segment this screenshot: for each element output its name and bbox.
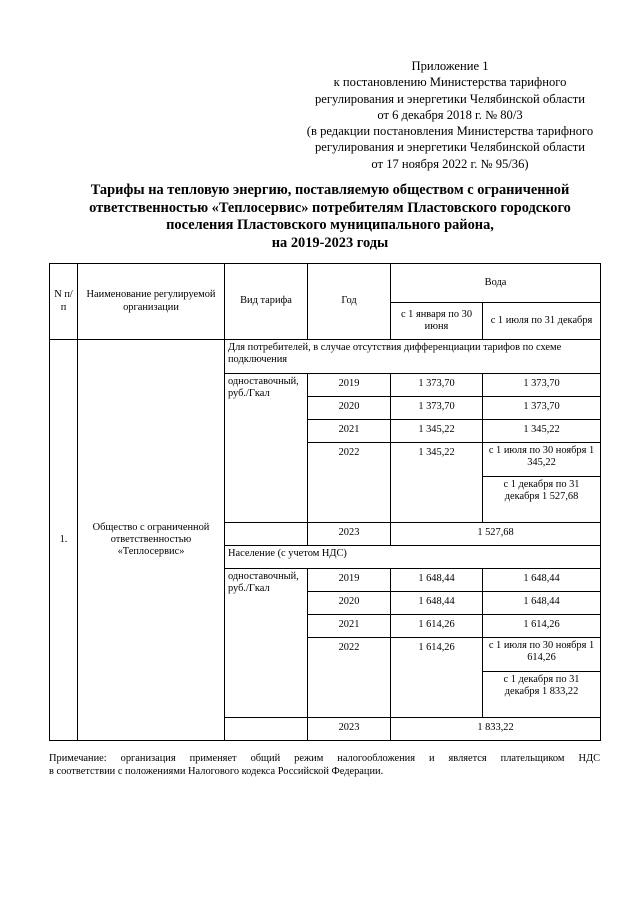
value-cell: 1 614,26 [483, 615, 601, 638]
group-label: Население (с учетом НДС) [225, 546, 601, 569]
year-cell: 2019 [308, 569, 391, 592]
annex-line: регулирования и энергетики Челябинской области [314, 91, 586, 106]
row-number: 1. [50, 340, 78, 741]
value-cell: 1 614,26 [391, 615, 483, 638]
value-cell: 1 345,22 [483, 420, 601, 443]
document-title [40, 182, 620, 252]
value-cell: 1 648,44 [483, 569, 601, 592]
tariffs-table [49, 263, 601, 741]
annex-line: регулирования и энергетики Челябинской области [314, 140, 586, 155]
annex-line: от 6 декабря 2018 г. № 80/3 [377, 107, 523, 122]
table-row [50, 340, 601, 374]
header-num: N п/п [50, 264, 78, 340]
year-cell: 2020 [308, 397, 391, 420]
value-cell: 1 648,44 [391, 569, 483, 592]
value-cell-split: с 1 июля по 30 ноября 1 345,22 [483, 443, 601, 477]
value-cell-split: с 1 декабря по 31 декабря 1 527,68 [483, 477, 601, 523]
value-cell: 1 345,22 [391, 420, 483, 443]
footnote-line: в соответствии с положениями Налогового кодекса Российской Федерации. [49, 766, 384, 777]
value-cell: 1 345,22 [391, 443, 483, 523]
year-cell: 2022 [308, 638, 391, 718]
tariff-type-empty [225, 718, 308, 741]
header-tariff-type: Вид тарифа [225, 264, 308, 340]
year-cell: 2022 [308, 443, 391, 523]
annex-line: (в редакции постановления Министерства тарифного [306, 124, 594, 139]
annex-line: от 17 ноября 2022 г. № 95/36) [371, 156, 529, 171]
value-cell: 1 373,70 [391, 374, 483, 397]
value-cell: 1 648,44 [483, 592, 601, 615]
value-cell: 1 373,70 [483, 374, 601, 397]
tariff-type: одноставочный, руб./Гкал [225, 569, 308, 718]
title-line: поселения Пластовского муниципального района, [166, 217, 494, 233]
title-line: ответственностью «Теплосервис» потребителям Пластовского городского [89, 199, 571, 216]
header-water: Вода [391, 264, 601, 303]
value-cell-full: 1 833,22 [391, 718, 601, 741]
title-line: на 2019-2023 годы [271, 234, 389, 251]
annex-line: Приложение 1 [411, 59, 489, 73]
year-cell: 2023 [308, 523, 391, 546]
value-cell: 1 614,26 [391, 638, 483, 718]
header-period-1: с 1 января по 30 июня [391, 303, 483, 340]
header-period-2: с 1 июля по 31 декабря [483, 303, 601, 340]
tariff-type-empty [225, 523, 308, 546]
header-year: Год [308, 264, 391, 340]
annex-line: к постановлению Министерства тарифного [333, 75, 567, 90]
annex-header [288, 58, 612, 172]
header-organization: Наименование регулируемой организации [78, 264, 225, 340]
year-cell: 2021 [308, 615, 391, 638]
group-label: Для потребителей, в случае отсутствия дифференциации тарифов по схеме подключения [225, 340, 601, 374]
year-cell: 2019 [308, 374, 391, 397]
footnote-line: Примечание: организация применяет общий режим налогообложения и является плательщиком НДС [49, 753, 600, 764]
year-cell: 2021 [308, 420, 391, 443]
tariff-type: одноставочный, руб./Гкал [225, 374, 308, 523]
value-cell: 1 648,44 [391, 592, 483, 615]
value-cell-split: с 1 декабря по 31 декабря 1 833,22 [483, 672, 601, 718]
footnote [49, 752, 600, 778]
value-cell-split: с 1 июля по 30 ноября 1 614,26 [483, 638, 601, 672]
year-cell: 2023 [308, 718, 391, 741]
value-cell: 1 373,70 [483, 397, 601, 420]
title-line: Тарифы на тепловую энергию, поставляемую обществом с ограниченной [90, 182, 570, 198]
organization-name: Общество с ограниченной ответственностью «Теплосервис» [78, 340, 225, 741]
year-cell: 2020 [308, 592, 391, 615]
value-cell-full: 1 527,68 [391, 523, 601, 546]
table-header-row [50, 264, 601, 303]
value-cell: 1 373,70 [391, 397, 483, 420]
